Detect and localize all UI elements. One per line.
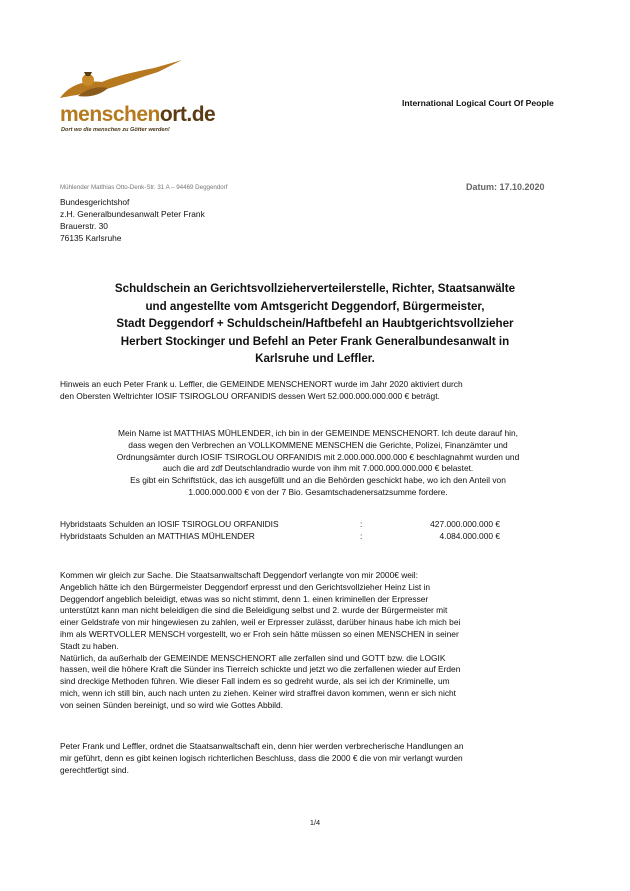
text-line: Angeblich hätte ich den Bürgermeister Deggendorf erpresst und den Gerichtsvollzieher Heinz List in <box>60 581 431 592</box>
text-line: 1.000.000.000 € von der 7 Bio. Gesamtschadenersatzsumme fordere. <box>188 486 448 497</box>
paragraph-facts <box>60 570 576 712</box>
paragraph-demand <box>60 741 576 776</box>
logo-word-part2: ort.de <box>159 103 216 126</box>
text-line: Natürlich, da außerhalb der GEMEINDE MENSCHENORT alle zerfallen sind und GOTT bzw. die LOGIK <box>60 652 446 663</box>
letter-date: Datum: 17.10.2020 <box>466 182 545 192</box>
text-line: mir geführt, denn es gibt keinen logisch richterlichen Beschluss, dass die 2000 € die von mir verlangt wurden <box>60 752 463 763</box>
debt-row <box>60 531 500 543</box>
recipient-address <box>60 196 205 244</box>
text-line: dass wegen den Verbrechen an VOLLKOMMENE MENSCHEN die Gerichte, Polizei, Finanzämter und <box>128 439 508 450</box>
text-line: Peter Frank und Leffler, ordnet die Staatsanwaltschaft ein, denn hier werden verbrecherische Handlungen an <box>60 741 464 751</box>
text-line: Stadt zu haben. <box>60 640 119 651</box>
paragraph-introduction <box>60 428 576 499</box>
debt-table <box>60 519 500 543</box>
text-line: unterstützt kann man nicht beleidigen die sind die Beleidigung selbst und 2. wurde der Bürgermeister mit <box>60 605 448 616</box>
address-line: 76135 Karlsruhe <box>60 233 122 243</box>
text-line: mich, wenn ich still bin, auch nach unten zu ziehen. Keiner wird straffrei davon kommen, wenn er sich nicht <box>60 687 456 698</box>
text-line: Ordnungsämter durch IOSIF TSIROGLOU ORFANIDIS mit 2.000.000.000.000 € beschlagnahmt wurden und <box>116 451 520 462</box>
debt-label: Hybridstaats Schulden an IOSIF TSIROGLOU ORFANIDIS <box>60 519 279 529</box>
text-line: Es gibt ein Schriftstück, das ich ausgefüllt und an die Behörden geschickt habe, wo ich den Anteil von <box>130 475 506 486</box>
logo-word-part1: menschen <box>60 103 160 126</box>
text-line: gerechtfertigt sind. <box>60 764 129 775</box>
title-line: Karlsruhe und Leffler. <box>255 352 375 366</box>
organization-name: International Logical Court Of People <box>402 98 554 108</box>
text-line: Deggendorf angeblich beleidigt, etwas was so nicht stimmt, denn 1. einen kriminellen der Erpresser <box>60 593 429 604</box>
debt-amount: 427.000.000.000 € <box>430 519 500 529</box>
debt-colon: : <box>360 519 363 529</box>
flying-figure-icon <box>58 58 188 106</box>
sender-line: Mühlender Matthias Otto-Denk-Str. 31 A – 94469 Deggendorf <box>60 184 228 191</box>
title-line: Herbert Stockinger und Befehl an Peter Frank Generalbundesanwalt in <box>120 334 510 348</box>
menschenort-logo <box>58 58 216 133</box>
text-line: den Obersten Weltrichter IOSIF TSIROGLOU ORFANIDIS dessen Wert 52.000.000.000.000 € beträgt. <box>60 390 440 401</box>
text-line: von seinen Sünden bereinigt, und so wird wie Gottes Abbild. <box>60 699 284 710</box>
title-line: und angestellte vom Amtsgericht Deggendorf, Bürgermeister, <box>145 299 485 313</box>
letter-title <box>70 280 560 368</box>
logo-tagline: Dort wo die menschen zu Götter werden! <box>61 127 170 133</box>
text-line: auch die ard zdf Deutschlandradio wurde von ihm mit 7.000.000.000.000 € belastet. <box>162 463 474 474</box>
title-line: Stadt Deggendorf + Schuldschein/Haftbefehl an Haubtgerichtsvollzieher <box>116 317 514 331</box>
text-line: sind dreckige Methoden führen. Wie dieser Fall indem es so gedreht wurde, als sei ich der Kriminelle, um <box>60 676 450 687</box>
text-line: hassen, weil die höhere Kraft die Sünder ins Tierreich schickte und jetzt wo die zerfallenen wieder auf Erden <box>60 664 461 675</box>
text-line: Hinweis an euch Peter Frank u. Leffler, die GEMEINDE MENSCHENORT wurde im Jahr 2020 aktiviert durch <box>60 379 463 389</box>
debt-colon: : <box>360 530 363 541</box>
debt-row <box>60 519 500 531</box>
logo-wordmark <box>60 104 215 125</box>
debt-label: Hybridstaats Schulden an MATTHIAS MÜHLENDER <box>60 530 255 541</box>
text-line: Kommen wir gleich zur Sache. Die Staatsanwaltschaft Deggendorf verlangte von mir 2000€ weil: <box>60 570 418 580</box>
page-number: 1/4 <box>309 818 321 827</box>
text-line: ihm als WERTVOLLER MENSCH vorgestellt, wo er Froh sein hätte müssen so einen MENSCHEN in seiner <box>60 628 459 639</box>
address-line: Bundesgerichtshof <box>60 197 130 207</box>
title-line: Schuldschein an Gerichtsvollzieherverteilerstelle, Richter, Staatsanwälte <box>114 282 516 295</box>
address-line: Brauerstr. 30 <box>60 221 108 231</box>
text-line: einer Geldstrafe von mir hingewiesen zu zahlen, weil er Erpresser zulässt, darüber hinaus habe ich mich bei <box>60 617 461 628</box>
text-line: Mein Name ist MATTHIAS MÜHLENDER, ich bin in der GEMEINDE MENSCHENORT. Ich deute darauf hin, <box>118 428 518 438</box>
address-line: z.H. Generalbundesanwalt Peter Frank <box>60 209 205 219</box>
paragraph-notice <box>60 379 576 403</box>
debt-amount: 4.084.000.000 € <box>439 530 500 541</box>
